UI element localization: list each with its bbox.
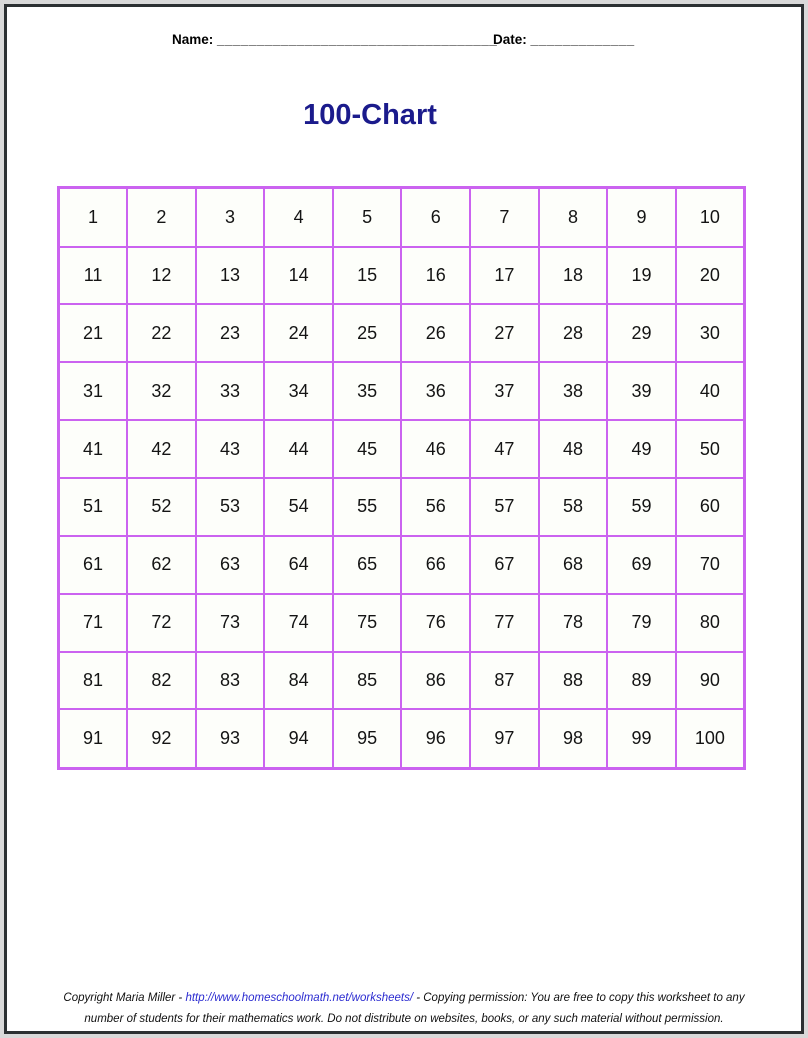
grid-cell-94: 94 — [264, 709, 333, 768]
hundred-chart-grid — [57, 186, 746, 770]
grid-cell-32: 32 — [127, 362, 196, 420]
grid-cell-14: 14 — [264, 247, 333, 305]
grid-cell-74: 74 — [264, 594, 333, 652]
grid-cell-27: 27 — [470, 304, 539, 362]
name-label: Name: — [172, 32, 214, 47]
grid-cell-52: 52 — [127, 478, 196, 536]
grid-cell-29: 29 — [607, 304, 676, 362]
grid-cell-26: 26 — [401, 304, 470, 362]
grid-cell-64: 64 — [264, 536, 333, 594]
grid-cell-25: 25 — [333, 304, 402, 362]
grid-cell-34: 34 — [264, 362, 333, 420]
worksheet-sheet — [4, 4, 804, 1034]
grid-cell-5: 5 — [333, 188, 402, 247]
grid-cell-2: 2 — [127, 188, 196, 247]
grid-row — [59, 362, 745, 420]
grid-cell-88: 88 — [539, 652, 608, 710]
grid-row — [59, 709, 745, 768]
grid-cell-11: 11 — [59, 247, 128, 305]
grid-cell-45: 45 — [333, 420, 402, 478]
grid-cell-60: 60 — [676, 478, 745, 536]
grid-cell-31: 31 — [59, 362, 128, 420]
grid-cell-78: 78 — [539, 594, 608, 652]
grid-cell-6: 6 — [401, 188, 470, 247]
grid-cell-7: 7 — [470, 188, 539, 247]
grid-row — [59, 420, 745, 478]
grid-cell-50: 50 — [676, 420, 745, 478]
grid-cell-69: 69 — [607, 536, 676, 594]
grid-cell-42: 42 — [127, 420, 196, 478]
grid-cell-39: 39 — [607, 362, 676, 420]
grid-cell-65: 65 — [333, 536, 402, 594]
grid-cell-23: 23 — [196, 304, 265, 362]
grid-cell-71: 71 — [59, 594, 128, 652]
grid-cell-38: 38 — [539, 362, 608, 420]
grid-cell-51: 51 — [59, 478, 128, 536]
grid-cell-4: 4 — [264, 188, 333, 247]
grid-row — [59, 188, 745, 247]
footer — [7, 988, 801, 1030]
grid-cell-9: 9 — [607, 188, 676, 247]
grid-cell-35: 35 — [333, 362, 402, 420]
grid-row — [59, 247, 745, 305]
grid-cell-30: 30 — [676, 304, 745, 362]
grid-cell-55: 55 — [333, 478, 402, 536]
page-title: 100-Chart — [303, 99, 437, 131]
grid-cell-53: 53 — [196, 478, 265, 536]
grid-cell-57: 57 — [470, 478, 539, 536]
grid-cell-79: 79 — [607, 594, 676, 652]
grid-cell-15: 15 — [333, 247, 402, 305]
date-blank-line: _____________ — [530, 32, 635, 47]
grid-cell-67: 67 — [470, 536, 539, 594]
grid-cell-19: 19 — [607, 247, 676, 305]
grid-cell-21: 21 — [59, 304, 128, 362]
grid-cell-12: 12 — [127, 247, 196, 305]
copying-permission-text: - Copying permission: You are free to copy this worksheet to any — [413, 992, 745, 1004]
grid-cell-92: 92 — [127, 709, 196, 768]
grid-cell-59: 59 — [607, 478, 676, 536]
grid-cell-87: 87 — [470, 652, 539, 710]
grid-cell-46: 46 — [401, 420, 470, 478]
grid-cell-63: 63 — [196, 536, 265, 594]
grid-cell-99: 99 — [607, 709, 676, 768]
grid-cell-36: 36 — [401, 362, 470, 420]
grid-cell-3: 3 — [196, 188, 265, 247]
grid-cell-93: 93 — [196, 709, 265, 768]
grid-cell-1: 1 — [59, 188, 128, 247]
name-blank-line: ___________________________________ — [217, 32, 498, 47]
grid-cell-41: 41 — [59, 420, 128, 478]
grid-row — [59, 304, 745, 362]
grid-cell-44: 44 — [264, 420, 333, 478]
name-field-row — [172, 32, 497, 47]
grid-cell-22: 22 — [127, 304, 196, 362]
grid-cell-62: 62 — [127, 536, 196, 594]
grid-cell-91: 91 — [59, 709, 128, 768]
grid-cell-70: 70 — [676, 536, 745, 594]
grid-cell-84: 84 — [264, 652, 333, 710]
grid-cell-54: 54 — [264, 478, 333, 536]
grid-cell-16: 16 — [401, 247, 470, 305]
grid-cell-49: 49 — [607, 420, 676, 478]
copyright-text: Copyright Maria Miller - — [63, 992, 186, 1004]
grid-cell-66: 66 — [401, 536, 470, 594]
date-label: Date: — [493, 32, 527, 47]
grid-cell-86: 86 — [401, 652, 470, 710]
footer-line1 — [7, 988, 801, 1009]
grid-cell-85: 85 — [333, 652, 402, 710]
grid-cell-8: 8 — [539, 188, 608, 247]
grid-cell-97: 97 — [470, 709, 539, 768]
grid-cell-40: 40 — [676, 362, 745, 420]
grid-cell-47: 47 — [470, 420, 539, 478]
grid-cell-68: 68 — [539, 536, 608, 594]
grid-cell-10: 10 — [676, 188, 745, 247]
grid-cell-33: 33 — [196, 362, 265, 420]
grid-cell-80: 80 — [676, 594, 745, 652]
grid-cell-48: 48 — [539, 420, 608, 478]
grid-row — [59, 594, 745, 652]
grid-cell-18: 18 — [539, 247, 608, 305]
grid-cell-75: 75 — [333, 594, 402, 652]
grid-cell-95: 95 — [333, 709, 402, 768]
grid-cell-17: 17 — [470, 247, 539, 305]
grid-row — [59, 478, 745, 536]
grid-cell-43: 43 — [196, 420, 265, 478]
grid-cell-28: 28 — [539, 304, 608, 362]
grid-cell-89: 89 — [607, 652, 676, 710]
date-field-row — [493, 32, 635, 47]
grid-cell-58: 58 — [539, 478, 608, 536]
grid-cell-76: 76 — [401, 594, 470, 652]
grid-cell-24: 24 — [264, 304, 333, 362]
grid-cell-77: 77 — [470, 594, 539, 652]
grid-row — [59, 536, 745, 594]
homeschoolmath-link[interactable]: http://www.homeschoolmath.net/worksheets/ — [185, 992, 414, 1004]
grid-cell-72: 72 — [127, 594, 196, 652]
grid-cell-13: 13 — [196, 247, 265, 305]
grid-cell-96: 96 — [401, 709, 470, 768]
grid-cell-37: 37 — [470, 362, 539, 420]
grid-cell-100: 100 — [676, 709, 745, 768]
hundred-chart-grid-body — [59, 188, 745, 769]
grid-cell-83: 83 — [196, 652, 265, 710]
grid-row — [59, 652, 745, 710]
grid-cell-73: 73 — [196, 594, 265, 652]
grid-cell-61: 61 — [59, 536, 128, 594]
grid-cell-20: 20 — [676, 247, 745, 305]
grid-cell-56: 56 — [401, 478, 470, 536]
grid-cell-81: 81 — [59, 652, 128, 710]
grid-cell-98: 98 — [539, 709, 608, 768]
footer-line2: number of students for their mathematics work. Do not distribute on websites, books, or any such material without permission. — [84, 1013, 724, 1025]
grid-cell-90: 90 — [676, 652, 745, 710]
grid-cell-82: 82 — [127, 652, 196, 710]
